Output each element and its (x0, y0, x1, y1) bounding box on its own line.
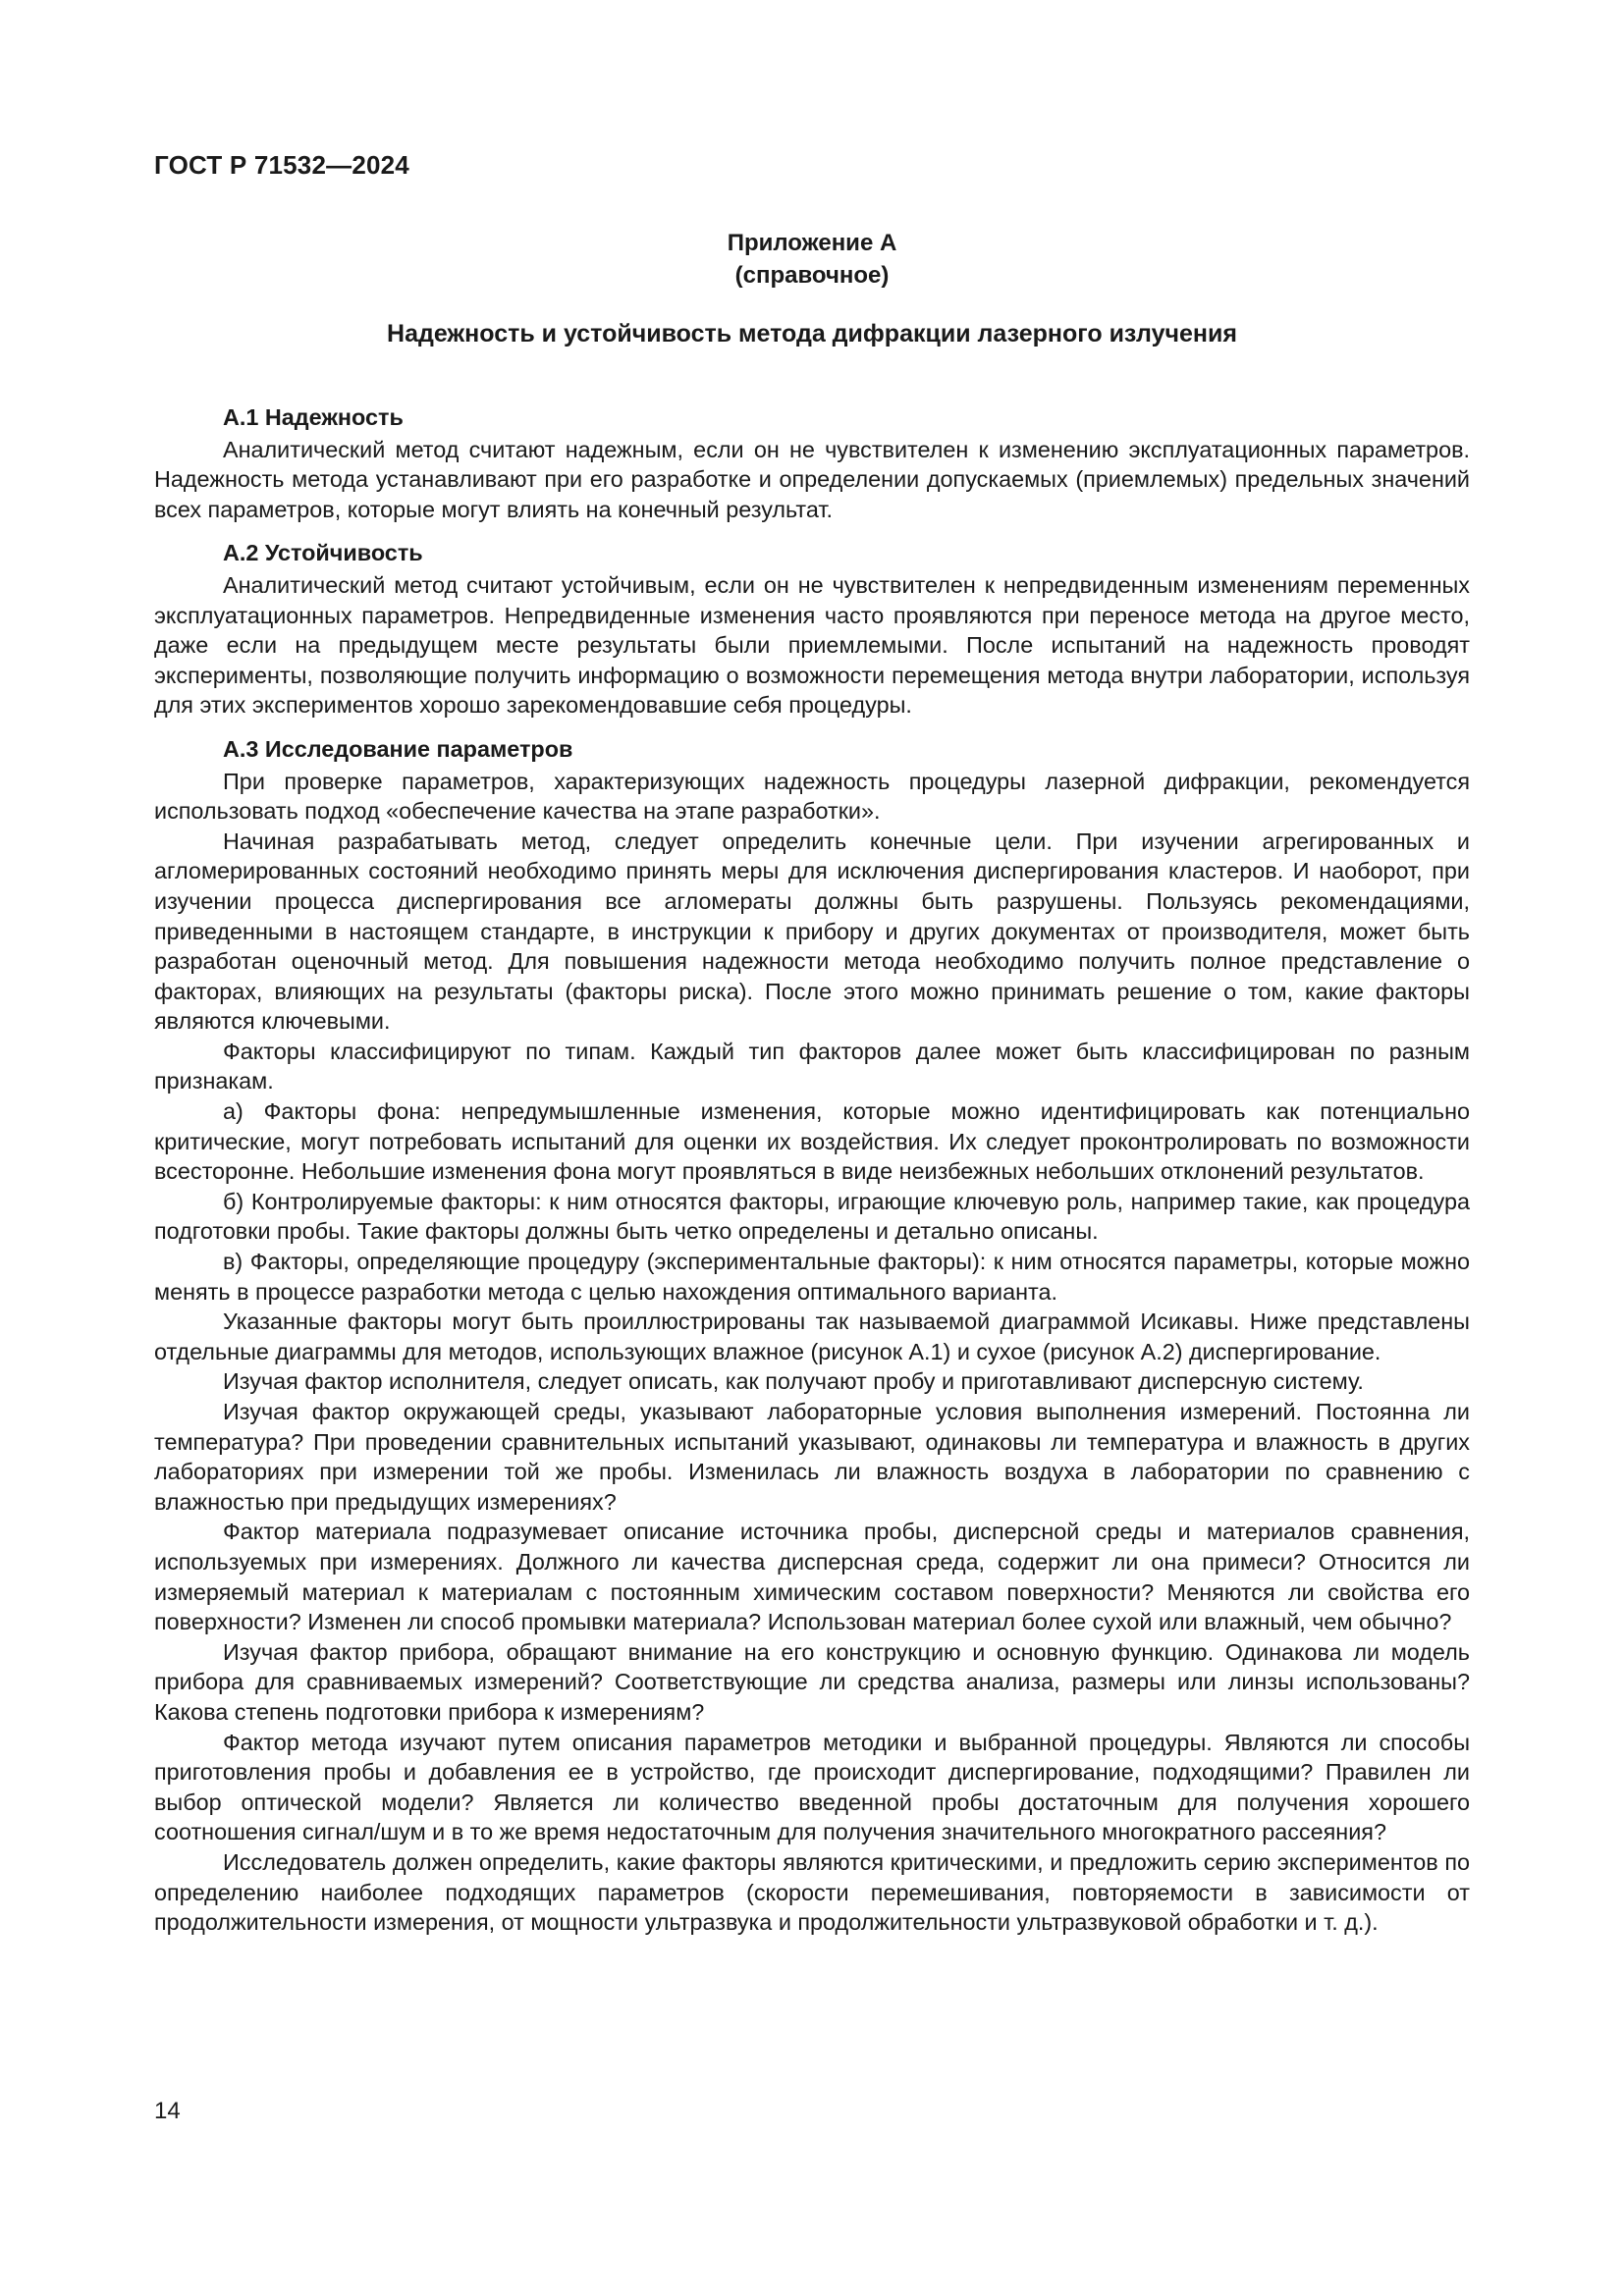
paragraph: Указанные факторы могут быть проиллюстрированы так называемой диаграммой Исикавы. Ниже представлены отдельные диаграммы для методов, использующих влажное (рисунок А.1) и сухое (рисунок А.2) диспергирование. (154, 1308, 1470, 1364)
section-heading: А.1 Надежность (223, 404, 404, 430)
page-number: 14 (154, 2098, 181, 2124)
paragraph: Изучая фактор прибора, обращают внимание на его конструкцию и основную функцию. Одинакова ли модель прибора для сравниваемых измерений? Соответствующие ли средства анализа, размеры или линзы использованы? Какова степень подготовки прибора к измерениям? (154, 1638, 1470, 1725)
paragraph: Изучая фактор исполнителя, следует описать, как получают пробу и приготавливают дисперсную систему. (223, 1368, 1364, 1395)
paragraph: Аналитический метод считают надежным, если он не чувствителен к изменению эксплуатационных параметров. Надежность метода устанавливают при его разработке и определении допускаемых (приемлемых) предельных значений всех параметров, которые могут влиять на конечный результат. (154, 436, 1470, 522)
paragraph: Аналитический метод считают устойчивым, если он не чувствителен к непредвиденным изменениям переменных эксплуатационных параметров. Непредвиденные изменения часто проявляются при переносе метода на другое место, даже если на предыдущем месте результаты были приемлемыми. После испытаний на надежность проводят эксперименты, позволяющие получить информацию о возможности перемещения метода внутри лаборатории, используя для этих экспериментов хорошо зарекомендовавшие себя процедуры. (154, 571, 1470, 719)
paragraph: При проверке параметров, характеризующих надежность процедуры лазерной дифракции, рекомендуется использовать подход «обеспечение качества на этапе разработки». (154, 768, 1470, 825)
paragraph: Начиная разрабатывать метод, следует определить конечные цели. При изучении агрегированных и агломерированных состояний необходимо принять меры для исключения диспергирования кластеров. И наоборот, при изучении процесса диспергирования все агломераты должны быть разрушены. Пользуясь рекомендациями, приведенными в настоящем стандарте, в инструкции к прибору и других документах от производителя, может быть разработан оценочный метод. Для повышения надежности метода необходимо получить полное представление о факторах, влияющих на результаты (факторы риска). После этого можно принимать решение о том, какие факторы являются ключевыми. (154, 828, 1470, 1035)
annex-heading: Надежность и устойчивость метода дифракции лазерного излучения (387, 320, 1237, 347)
document-body (154, 399, 1470, 1938)
list-item: б) Контролируемые факторы: к ним относятся факторы, играющие ключевую роль, например такие, как процедура подготовки пробы. Такие факторы должны быть четко определены и детально описаны. (154, 1188, 1470, 1245)
list-item: а) Факторы фона: непредумышленные изменения, которые можно идентифицировать как потенциально критические, могут потребовать испытаний для оценки их воздействия. Их следует проконтролировать по возможности всесторонне. Небольшие изменения фона могут проявляться в виде неизбежных небольших отклонений результатов. (154, 1098, 1470, 1185)
section-heading: А.3 Исследование параметров (223, 735, 573, 762)
standard-code: ГОСТ Р 71532—2024 (154, 150, 409, 180)
paragraph: Фактор материала подразумевает описание источника пробы, дисперсной среды и материалов сравнения, используемых при измерениях. Должного ли качества дисперсная среда, содержит ли она примеси? Относится ли измеряемый материал к материалам с постоянным химическим составом поверхности? Меняются ли свойства его поверхности? Изменен ли способ промывки материала? Использован материал более сухой или влажный, чем обычно? (154, 1519, 1470, 1635)
list-item: в) Факторы, определяющие процедуру (экспериментальные факторы): к ним относятся параметры, которые можно менять в процессе разработки метода с целью нахождения оптимального варианта. (154, 1249, 1470, 1305)
paragraph: Исследователь должен определить, какие факторы являются критическими, и предложить серию экспериментов по определению наиболее подходящих параметров (скорости перемешивания, повторяемости в зависимости от продолжительности измерения, от мощности ультразвука и продолжительности ультразвуковой обработки и т. д.). (154, 1848, 1470, 1936)
paragraph: Фактор метода изучают путем описания параметров методики и выбранной процедуры. Являются ли способы приготовления пробы и добавления ее в устройство, где происходит диспергирование, подходящими? Правилен ли выбор оптической модели? Является ли количество введенной пробы достаточным для получения хорошего соотношения сигнал/шум и в то же время недостаточным для получения значительного многократного рассеяния? (154, 1729, 1470, 1845)
annex-title: Приложение А (727, 230, 897, 256)
paragraph: Изучая фактор окружающей среды, указывают лабораторные условия выполнения измерений. Постоянна ли температура? При проведении сравнительных испытаний указывают, одинаковы ли температура и влажность в других лабораториях при измерении той же пробы. Изменилась ли влажность воздуха в лаборатории по сравнению с влажностью при предыдущих измерениях? (154, 1399, 1470, 1515)
annex-header (154, 227, 1470, 292)
annex-status: (справочное) (734, 262, 890, 289)
paragraph: Факторы классифицируют по типам. Каждый тип факторов далее может быть классифицирован по разным признакам. (154, 1038, 1470, 1095)
section-heading: А.2 Устойчивость (223, 540, 423, 566)
